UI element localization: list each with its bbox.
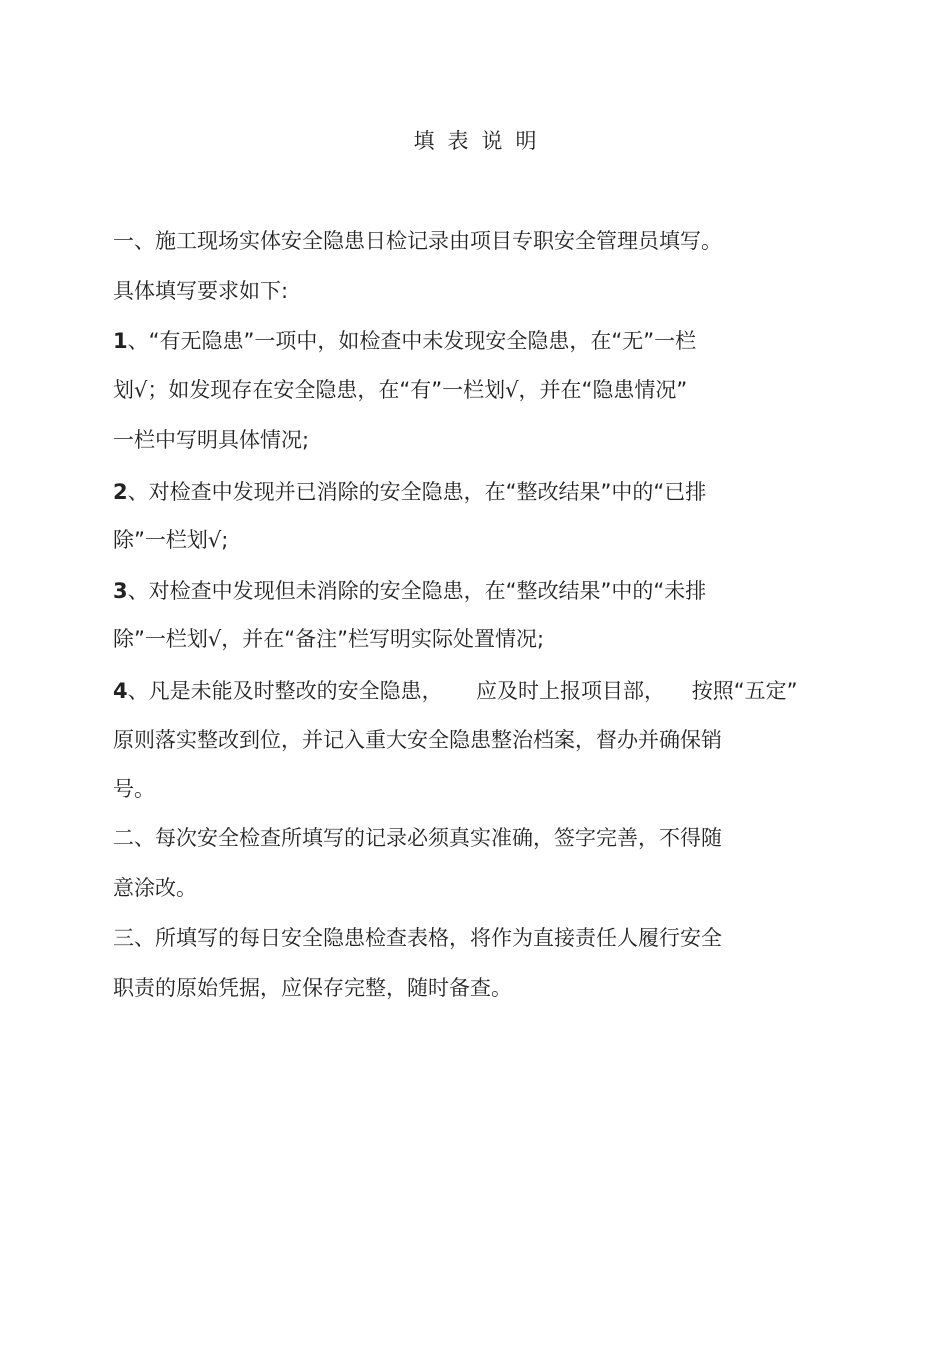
line-text: 意涂改。 <box>113 876 197 900</box>
item-number: 4 <box>113 679 128 703</box>
item-number: 3 <box>113 579 128 603</box>
line-text: 一、施工现场实体安全隐患日检记录由项目专职安全管理员填写。 <box>113 229 722 253</box>
line-text: 、凡是未能及时整改的安全隐患， 应及时上报项目部， 按照“五定” <box>127 679 798 703</box>
text-line <box>113 923 722 953</box>
text-line <box>113 576 706 606</box>
text-line <box>113 375 687 405</box>
line-text: 三、所填写的每日安全隐患检查表格，将作为直接责任人履行安全 <box>113 926 722 950</box>
text-line <box>113 676 797 706</box>
line-text: 原则落实整改到位，并记入重大安全隐患整治档案，督办并确保销 <box>113 728 722 752</box>
line-text: 除”一栏划√; <box>113 528 229 552</box>
text-line <box>113 326 696 356</box>
item-number: 1 <box>113 329 128 353</box>
line-text: 具体填写要求如下: <box>113 279 289 303</box>
line-text: 除”一栏划√，并在“备注”栏写明实际处置情况; <box>113 627 545 651</box>
text-line <box>113 276 288 306</box>
line-text: 、对检查中发现但未消除的安全隐患，在“整改结果”中的“未排 <box>127 579 707 603</box>
text-line <box>113 477 706 507</box>
line-text: 职责的原始凭据，应保存完整，随时备查。 <box>113 976 512 1000</box>
text-line <box>113 525 228 555</box>
text-line <box>113 425 309 455</box>
page-title: 填表说明 <box>413 129 550 153</box>
line-text: 一栏中写明具体情况; <box>113 428 310 452</box>
text-line <box>113 226 722 256</box>
line-text: 划√；如发现存在安全隐患，在“有”一栏划√，并在“隐患情况” <box>113 378 688 402</box>
text-line <box>113 823 722 853</box>
line-text: 号。 <box>113 777 155 801</box>
text-line <box>113 725 722 755</box>
line-text: 二、每次安全检查所填写的记录必须真实准确，签字完善，不得随 <box>113 826 722 850</box>
text-line <box>113 624 544 654</box>
line-text: 、“有无隐患”一项中，如检查中未发现安全隐患，在“无”一栏 <box>127 329 697 353</box>
item-number: 2 <box>113 480 128 504</box>
text-line <box>113 774 155 804</box>
text-line <box>113 873 197 903</box>
line-text: 、对检查中发现并已消除的安全隐患，在“整改结果”中的“已排 <box>127 480 707 504</box>
text-line <box>113 973 512 1003</box>
